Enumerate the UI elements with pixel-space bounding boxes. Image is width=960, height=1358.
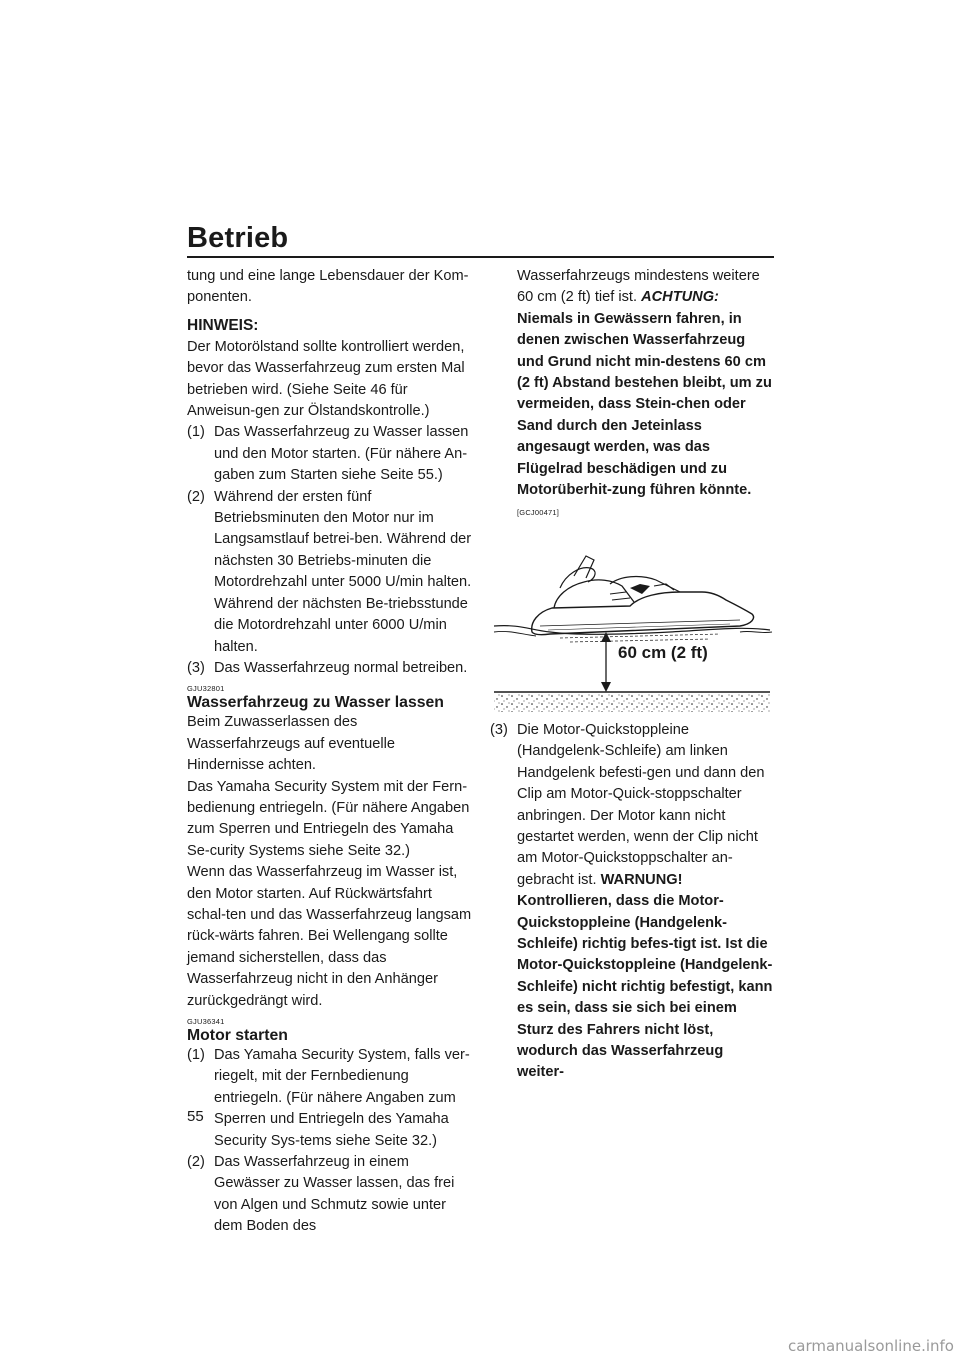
warning-text: WARNUNG! Kontrollieren, dass die Motor-Quickstoppleine (Handgelenk-Schleife) richtig befes-tigt ist. Ist die Motor-Quickstoppleine (Handgelenk-Schleife) nicht richtig befestigt, kann es sein, dass sie sich bei einem Sturz des Fahrers nicht löst, wodurch das Wasserfahrzeug weiter- xyxy=(517,871,773,1081)
list-item xyxy=(490,720,774,1084)
list-number: (1) xyxy=(187,1047,205,1063)
list-text: Das Wasserfahrzeug normal betreiben. xyxy=(214,659,468,676)
page-number: 55 xyxy=(187,1108,204,1125)
paragraph: Beim Zuwasserlassen des Wasserfahrzeugs auf eventuelle Hindernisse achten. xyxy=(187,714,395,774)
watercraft-illustration xyxy=(490,526,774,716)
paragraph: Wenn das Wasserfahrzeug im Wasser ist, den Motor starten. Auf Rückwärtsfahrt schal-ten und das Wasserfahrzeug langsam rück-wärts fahren. Bei Wellengang sollte jemand sicherstellen, dass das Wasserfahrzeug nicht in den Anhänger zurückgedrängt wird. xyxy=(187,864,472,1009)
caution-code: [GCJ00471] xyxy=(517,508,560,518)
section-code: GJU36341 xyxy=(187,1017,225,1026)
list-text: Während der ersten fünf Betriebsminuten den Motor nur im Langsamstlauf betrei-ben. Während der nächsten 30 Betriebs-minuten die Motordrehzahl unter 5000 U/min halten. Während der nächsten Be-triebsstunde die Motordrehzahl unter 6000 U/min halten. xyxy=(214,488,472,655)
list-text: Das Wasserfahrzeug zu Wasser lassen und den Motor starten. (Für nähere An-gaben zum Starten siehe Seite 55.) xyxy=(214,424,469,484)
note-heading: HINWEIS: xyxy=(187,316,259,334)
left-column xyxy=(187,266,473,1238)
list-item xyxy=(187,487,473,658)
intro-text: tung und eine lange Lebensdauer der Kom-ponenten. xyxy=(187,268,469,306)
note-text: Der Motorölstand sollte kontrolliert werden, bevor das Wasserfahrzeug zum ersten Mal betrieben wird. (Siehe Seite 46 für Anweisun-gen zur Ölstandskontrolle.) xyxy=(187,338,465,420)
section-code: GJU32801 xyxy=(187,684,225,694)
page-title: Betrieb xyxy=(187,222,289,254)
list-item xyxy=(187,1152,473,1238)
header-rule xyxy=(187,256,774,258)
footer-watermark-url: carmanualsonline.info xyxy=(788,1337,954,1355)
section-title-start-engine: Motor starten xyxy=(187,1027,288,1044)
list-item xyxy=(187,1045,473,1152)
list-number: (1) xyxy=(187,424,205,441)
caution-text: Niemals in Gewässern fahren, in denen zwischen Wasserfahrzeug und Grund nicht min-destens 60 cm (2 ft) Abstand bestehen bleibt, um zu vermeiden, dass Stein-chen oder Sand durch den Jeteinlass angesaugt werden, was das Flügelrad beschädigen und zu Motorüberhit-zung führen könnte. xyxy=(517,310,772,499)
list-item xyxy=(187,658,473,679)
list-number: (3) xyxy=(490,721,508,738)
list-text: Die Motor-Quickstoppleine (Handgelenk-Schleife) am linken Handgelenk befesti-gen und dann den Clip am Motor-Quick-stoppschalter anbringen. Der Motor kann nicht gestartet werden, wenn der Clip nicht am Motor-Quickstoppschalter an-gebracht ist. xyxy=(517,721,765,888)
section-title-launch: Wasserfahrzeug zu Wasser lassen xyxy=(187,694,444,712)
list-number: (2) xyxy=(187,1154,205,1171)
list-text: Das Yamaha Security System, falls ver-riegelt, mit der Fernbedienung entriegeln. (Für nähere Angaben zum Sperren und Entriegeln des Yamaha Security Sys-tems siehe Seite 32.) xyxy=(214,1047,470,1149)
right-column xyxy=(490,266,774,1084)
list-number: (2) xyxy=(187,488,205,505)
caution-label: ACHTUNG: xyxy=(641,289,719,306)
list-text: Das Wasserfahrzeug in einem Gewässer zu Wasser lassen, das frei von Algen und Schmutz sowie unter dem Boden des xyxy=(214,1154,455,1235)
continued-step xyxy=(490,266,774,524)
continued-text: Wasserfahrzeugs mindestens weitere 60 cm (2 ft) tief ist. xyxy=(517,268,760,306)
depth-label: 60 cm (2 ft) xyxy=(618,642,708,662)
paragraph: Das Yamaha Security System mit der Fern-bedienung entriegeln. (Für nähere Angaben zum Sperren und Entriegeln des Yamaha Se-curity Systems siehe Seite 32.) xyxy=(187,778,470,859)
depth-diagram xyxy=(490,526,774,716)
list-item xyxy=(187,422,473,486)
list-number: (3) xyxy=(187,659,205,676)
